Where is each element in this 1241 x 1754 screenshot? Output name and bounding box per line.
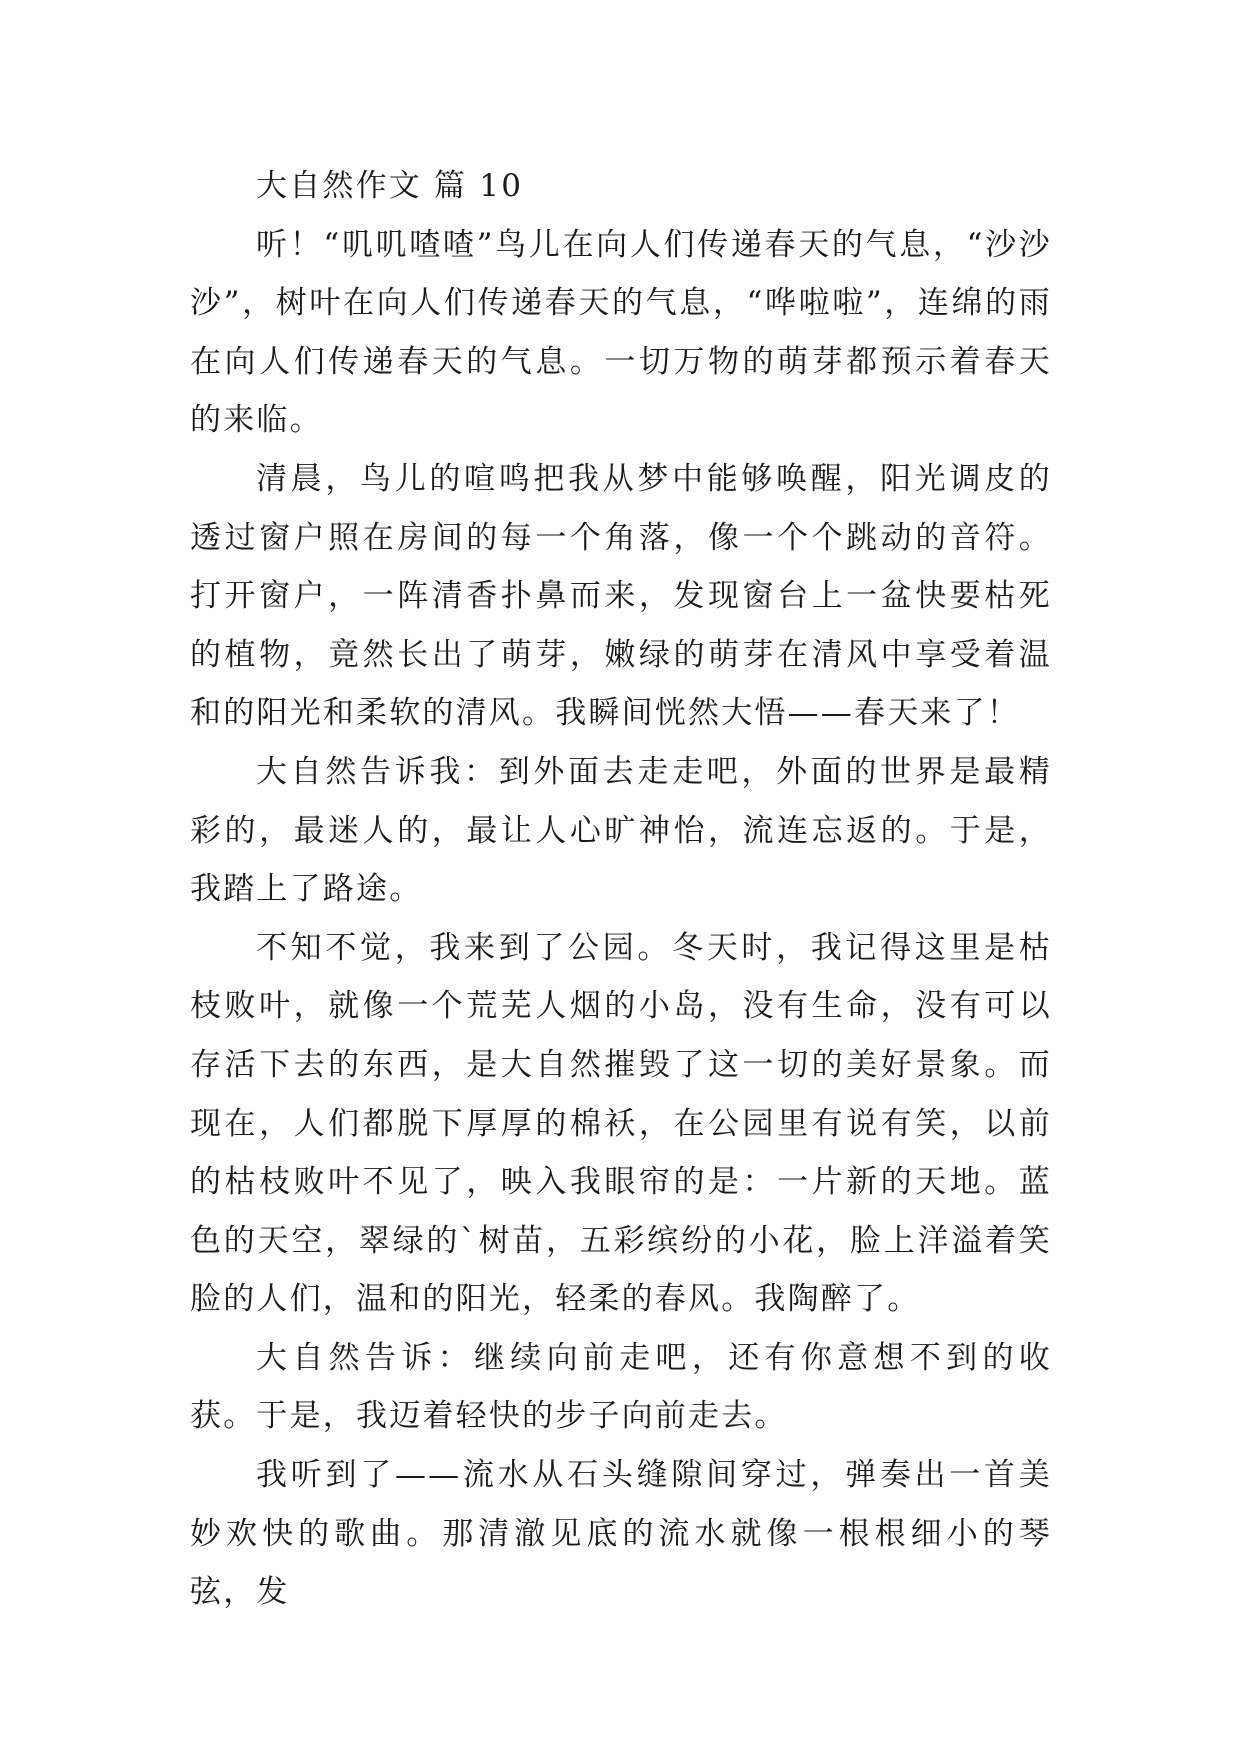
paragraph-6: 我听到了——流水从石头缝隙间穿过，弹奏出一首美妙欢快的歌曲。那清澈见底的流水就像一根根细小的琴弦，发 [190,1457,1052,1611]
paragraph-2: 清晨，鸟儿的喧鸣把我从梦中能够唤醒，阳光调皮的透过窗户照在房间的每一个角落，像一个个跳动的音符。打开窗户，一阵清香扑鼻而来，发现窗台上一盆快要枯死的植物，竟然长出了萌芽，嫩绿的萌芽在清风中享受着温和的阳光和柔软的清风。我瞬间恍然大悟——春天来了！ [190,460,1052,732]
paragraph-5: 大自然告诉：继续向前走吧，还有你意想不到的收获。于是，我迈着轻快的步子向前走去。 [190,1339,1052,1435]
paragraph-3: 大自然告诉我：到外面去走走吧，外面的世界是最精彩的，最迷人的，最让人心旷神怡，流连忘返的。于是，我踏上了路途。 [190,753,1052,908]
essay-title: 大自然作文 篇 10 [256,168,524,204]
paragraph-1: 听！“叽叽喳喳”鸟儿在向人们传递春天的气息，“沙沙沙”，树叶在向人们传递春天的气息，“哗啦啦”，连绵的雨在向人们传递春天的气息。一切万物的萌芽都预示着春天的来临。 [190,226,1052,439]
paragraph-4: 不知不觉，我来到了公园。冬天时，我记得这里是枯枝败叶，就像一个荒芜人烟的小岛，没有生命，没有可以存活下去的东西，是大自然摧毁了这一切的美好景象。而现在，人们都脱下厚厚的棉袄，在公园里有说有笑，以前的枯枝败叶不见了，映入我眼帘的是：一片新的天地。蓝色的天空，翠绿的`树苗，五彩缤纷的小花，脸上洋溢着笑脸的人们，温和的阳光，轻柔的春风。我陶醉了。 [190,929,1052,1318]
document-body [190,157,1052,1622]
